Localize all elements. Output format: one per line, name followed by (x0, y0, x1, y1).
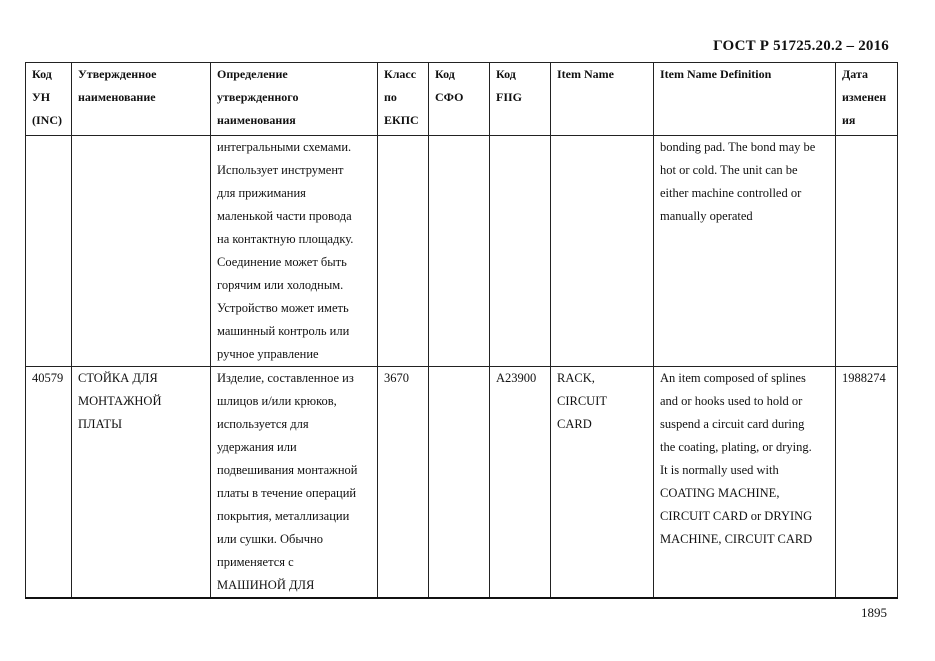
classification-table (25, 62, 898, 599)
cell-inc (26, 136, 72, 367)
col-header-item-name-definition: Item Name Definition (654, 63, 836, 136)
cell-approved-name (72, 136, 211, 367)
col-header-approved-name: Утвержденное наименование (72, 63, 211, 136)
page-number: 1895 (861, 605, 887, 620)
cell-approved-name: СТОЙКА ДЛЯ МОНТАЖНОЙ ПЛАТЫ (72, 367, 211, 599)
cell-definition: интегральными схемами. Использует инструмент для прижимания маленькой части провода на контактную площадку. Соединение может быть горячим или холодным. Устройство может иметь машинный контроль или ручное управление (211, 136, 378, 367)
document-standard-header: ГОСТ Р 51725.20.2 – 2016 (713, 38, 889, 54)
col-header-sfo-code: Код СФО (429, 63, 490, 136)
col-header-ekps-class: Класс по ЕКПС (378, 63, 429, 136)
cell-ekps-class (378, 136, 429, 367)
col-header-definition: Определение утвержденного наименования (211, 63, 378, 136)
cell-change-date (836, 136, 898, 367)
cell-fiig-code (490, 136, 551, 367)
cell-sfo-code (429, 136, 490, 367)
table-row (26, 136, 898, 367)
cell-item-name-definition: An item composed of splines and or hooks used to hold or suspend a circuit card during the coating, plating, or drying. It is normally used with COATING MACHINE, CIRCUIT CARD or DRYING MACHINE, CIRCUIT CARD (654, 367, 836, 599)
cell-sfo-code (429, 367, 490, 599)
table-header-row (26, 63, 898, 136)
cell-inc: 40579 (26, 367, 72, 599)
col-header-fiig-code: Код FIIG (490, 63, 551, 136)
table-row (26, 367, 898, 599)
cell-definition: Изделие, составленное из шлицов и/или крюков, используется для удержания или подвешивания монтажной платы в течение операций покрытия, металлизации или сушки. Обычно применяется с МАШИНОЙ ДЛЯ (211, 367, 378, 599)
cell-ekps-class: 3670 (378, 367, 429, 599)
col-header-change-date: Дата изменен ия (836, 63, 898, 136)
cell-fiig-code: A23900 (490, 367, 551, 599)
cell-change-date: 1988274 (836, 367, 898, 599)
cell-item-name (551, 136, 654, 367)
col-header-inc: Код УН (INC) (26, 63, 72, 136)
col-header-item-name: Item Name (551, 63, 654, 136)
cell-item-name-definition: bonding pad. The bond may be hot or cold. The unit can be either machine controlled or manually operated (654, 136, 836, 367)
cell-item-name: RACK, CIRCUIT CARD (551, 367, 654, 599)
